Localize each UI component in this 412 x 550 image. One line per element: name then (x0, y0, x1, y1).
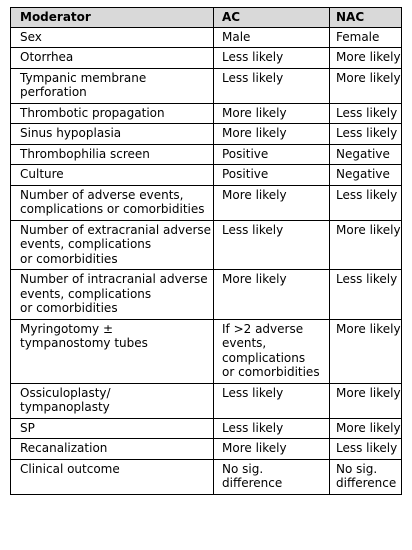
header-row (11, 8, 402, 28)
cell-text-line: Sinus hypoplasia (20, 126, 122, 140)
cell-text-line: More likely (222, 187, 287, 202)
nac-cell (330, 48, 402, 69)
nac-cell (330, 459, 402, 494)
ac-cell (214, 103, 330, 124)
cell-text-line: More likely (336, 70, 401, 85)
cell-text-line: complications or comorbidities (20, 202, 205, 216)
nac-cell (330, 383, 402, 418)
nac-cell (330, 165, 402, 186)
table-row (11, 68, 402, 103)
moderator-cell (11, 459, 214, 494)
ac-cell (214, 185, 330, 220)
cell-text-line: Positive (222, 146, 269, 161)
ac-cell (214, 165, 330, 186)
table-row (11, 103, 402, 124)
table-body (11, 27, 402, 494)
cell-text-line: More likely (336, 385, 401, 400)
moderator-cell (11, 124, 214, 145)
nac-cell (330, 270, 402, 320)
nac-cell (330, 418, 402, 439)
ac-cell (214, 270, 330, 320)
header-ac: AC (214, 8, 330, 28)
table-row (11, 418, 402, 439)
ac-cell (214, 68, 330, 103)
cell-text-line: More likely (336, 420, 401, 435)
ac-cell (214, 418, 330, 439)
cell-text-line: Otorrhea (20, 50, 74, 64)
cell-text-line: or comorbidities (20, 251, 118, 266)
cell-text-line: Less likely (336, 272, 398, 286)
ac-cell (214, 48, 330, 69)
table-row (11, 185, 402, 220)
table-container (10, 7, 402, 495)
ac-cell (214, 144, 330, 165)
cell-text-line: Thrombophilia screen (20, 146, 150, 161)
ac-cell (214, 319, 330, 383)
ac-cell (214, 439, 330, 460)
cell-text-line: perforation (20, 85, 87, 99)
ac-cell (214, 383, 330, 418)
nac-cell (330, 124, 402, 145)
cell-text-line: More likely (336, 50, 401, 64)
cell-text-line: Culture (20, 167, 64, 181)
cell-text-line: Sex (20, 29, 42, 44)
table-row (11, 27, 402, 48)
ac-cell (214, 220, 330, 270)
table-row (11, 124, 402, 145)
cell-text-line: Less likely (222, 222, 284, 237)
cell-text-line: Less likely (222, 50, 284, 64)
cell-text-line: or comorbidities (222, 365, 320, 379)
moderator-cell (11, 270, 214, 320)
moderator-table (10, 7, 402, 495)
table-row (11, 439, 402, 460)
cell-text-line: Less likely (222, 385, 284, 400)
nac-cell (330, 144, 402, 165)
cell-text-line: Thrombotic propagation (20, 105, 165, 120)
cell-text-line: complications (222, 350, 306, 365)
cell-text-line: Ossiculoplasty/ (20, 385, 111, 400)
nac-cell (330, 319, 402, 383)
table-row (11, 165, 402, 186)
cell-text-line: Male (222, 29, 251, 44)
moderator-cell (11, 165, 214, 186)
cell-text-line: If >2 adverse (222, 321, 304, 336)
nac-cell (330, 220, 402, 270)
cell-text-line: difference (336, 476, 397, 490)
cell-text-line: Less likely (336, 187, 398, 202)
cell-text-line: No sig. (222, 461, 264, 476)
table-row (11, 319, 402, 383)
moderator-cell (11, 185, 214, 220)
moderator-cell (11, 383, 214, 418)
nac-cell (330, 185, 402, 220)
cell-text-line: More likely (222, 272, 287, 286)
cell-text-line: Less likely (336, 105, 398, 120)
cell-text-line: events, complications (20, 237, 152, 251)
cell-text-line: SP (20, 420, 35, 435)
cell-text-line: tympanostomy tubes (20, 336, 148, 350)
cell-text-line: or comorbidities (20, 301, 118, 315)
cell-text-line: Negative (336, 167, 390, 181)
table-row (11, 270, 402, 320)
cell-text-line: Less likely (336, 441, 398, 455)
header-nac: NAC (330, 8, 402, 28)
cell-text-line: Clinical outcome (20, 461, 120, 476)
moderator-cell (11, 144, 214, 165)
cell-text-line: Less likely (336, 126, 398, 140)
cell-text-line: events, complications (20, 286, 152, 301)
cell-text-line: Tympanic membrane (20, 70, 147, 85)
nac-cell (330, 68, 402, 103)
table-row (11, 48, 402, 69)
moderator-cell (11, 220, 214, 270)
ac-cell (214, 124, 330, 145)
cell-text-line: difference (222, 476, 283, 490)
nac-cell (330, 27, 402, 48)
cell-text-line: Recanalization (20, 441, 108, 455)
moderator-cell (11, 27, 214, 48)
moderator-cell (11, 439, 214, 460)
moderator-cell (11, 68, 214, 103)
cell-text-line: Less likely (222, 70, 284, 85)
nac-cell (330, 439, 402, 460)
cell-text-line: Number of extracranial adverse (20, 222, 212, 237)
cell-text-line: More likely (336, 222, 401, 237)
cell-text-line: More likely (222, 105, 287, 120)
cell-text-line: Number of intracranial adverse (20, 272, 208, 286)
cell-text-line: Myringotomy ± (20, 321, 113, 336)
header-moderator: Moderator (11, 8, 214, 28)
table-row (11, 383, 402, 418)
cell-text-line: No sig. (336, 461, 378, 476)
moderator-cell (11, 418, 214, 439)
cell-text-line: Female (336, 29, 380, 44)
moderator-cell (11, 319, 214, 383)
ac-cell (214, 459, 330, 494)
cell-text-line: Negative (336, 146, 390, 161)
table-row (11, 459, 402, 494)
cell-text-line: Number of adverse events, (20, 187, 184, 202)
cell-text-line: tympanoplasty (20, 400, 110, 414)
moderator-cell (11, 48, 214, 69)
table-row (11, 220, 402, 270)
cell-text-line: events, (222, 336, 267, 350)
ac-cell (214, 27, 330, 48)
cell-text-line: More likely (336, 321, 401, 336)
cell-text-line: More likely (222, 126, 287, 140)
nac-cell (330, 103, 402, 124)
cell-text-line: Less likely (222, 420, 284, 435)
table-row (11, 144, 402, 165)
moderator-cell (11, 103, 214, 124)
cell-text-line: More likely (222, 441, 287, 455)
cell-text-line: Positive (222, 167, 269, 181)
